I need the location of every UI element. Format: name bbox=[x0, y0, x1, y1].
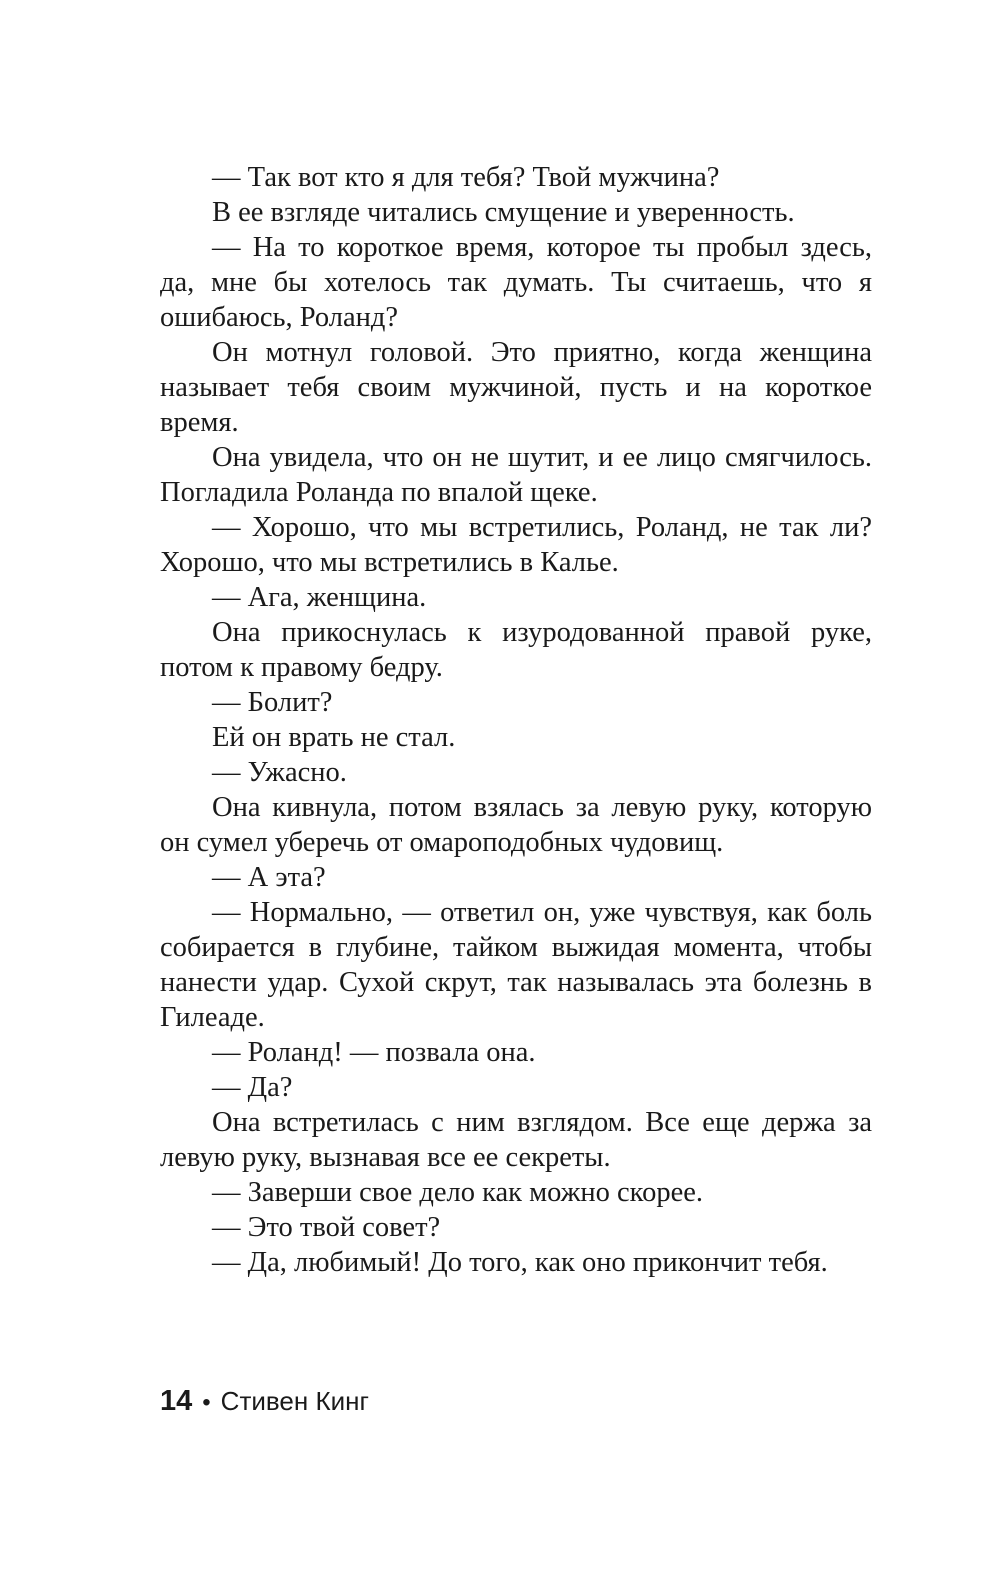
paragraph-7: — Ага, женщина. bbox=[212, 582, 427, 613]
page-number: 14 bbox=[160, 1385, 193, 1417]
paragraph-6: — Хорошо, что мы встретились, Роланд, не так ли? Хорошо, что мы встретились в Калье. bbox=[160, 512, 872, 578]
body-text bbox=[160, 160, 872, 1280]
paragraph-16: — Да? bbox=[212, 1072, 293, 1103]
paragraph-12: Она кивнула, потом взялась за левую руку, которую он сумел уберечь от омароподобных чудовищ. bbox=[160, 792, 872, 858]
paragraph-11: — Ужасно. bbox=[212, 757, 347, 788]
paragraph-17: Она встретилась с ним взглядом. Все еще держа за левую руку, вызнавая все ее секреты. bbox=[160, 1107, 872, 1173]
paragraph-5: Она увидела, что он не шутит, и ее лицо смягчилось. Погладила Роланда по впалой щеке. bbox=[160, 442, 872, 508]
paragraph-2: В ее взгляде читались смущение и уверенность. bbox=[212, 197, 795, 228]
paragraph-14: — Нормально, — ответил он, уже чувствуя, как боль собирается в глубине, тайком выжидая момента, чтобы нанести удар. Сухой скрут, так называлась эта болезнь в Гилеаде. bbox=[160, 897, 872, 1033]
paragraph-4: Он мотнул головой. Это приятно, когда женщина называет тебя своим мужчиной, пусть и на короткое время. bbox=[160, 337, 872, 438]
paragraph-9: — Болит? bbox=[212, 687, 333, 718]
separator-bullet: • bbox=[202, 1389, 211, 1416]
paragraph-8: Она прикоснулась к изуродованной правой руке, потом к правому бедру. bbox=[160, 617, 872, 683]
author-name: Стивен Кинг bbox=[220, 1386, 369, 1416]
paragraph-13: — А эта? bbox=[212, 862, 326, 893]
paragraph-19: — Это твой совет? bbox=[212, 1212, 441, 1243]
paragraph-1: — Так вот кто я для тебя? Твой мужчина? bbox=[212, 162, 720, 193]
page-footer bbox=[160, 1385, 369, 1418]
paragraph-15: — Роланд! — позвала она. bbox=[212, 1037, 536, 1068]
paragraph-10: Ей он врать не стал. bbox=[212, 722, 456, 753]
paragraph-3: — На то короткое время, которое ты пробыл здесь, да, мне бы хотелось так думать. Ты считаешь, что я ошибаюсь, Роланд? bbox=[160, 232, 872, 333]
paragraph-20: — Да, любимый! До того, как оно прикончит тебя. bbox=[212, 1247, 828, 1278]
paragraph-18: — Заверши свое дело как можно скорее. bbox=[212, 1177, 703, 1208]
